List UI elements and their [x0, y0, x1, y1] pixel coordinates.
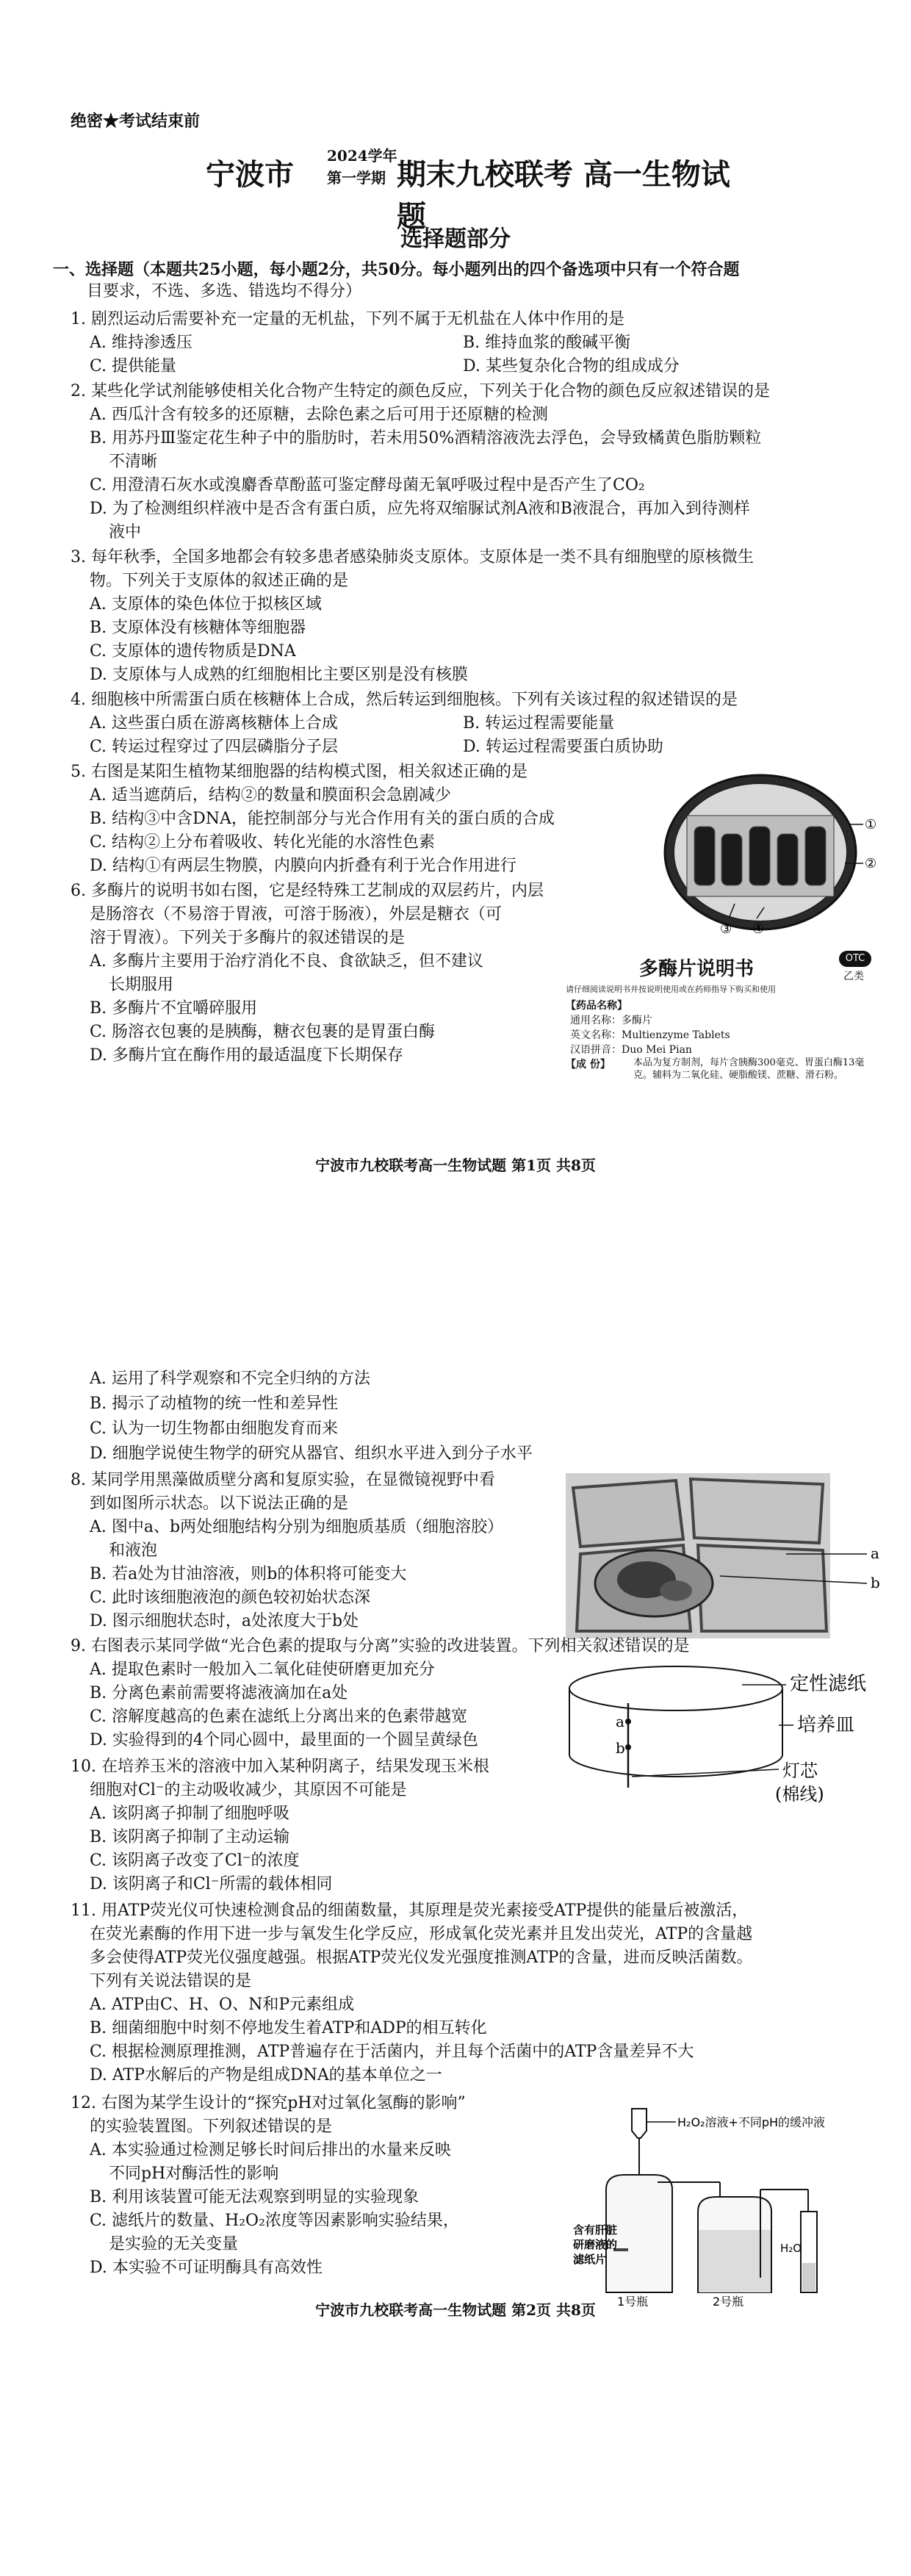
micrograph-image — [566, 1473, 889, 1638]
label-a: a — [871, 1544, 879, 1562]
q12-option-c-cont: 是实验的无关变量 — [109, 2235, 239, 2253]
title-year: 2024学年 — [327, 147, 397, 165]
q8-option-d[interactable]: D. 图示细胞状态时，a处浓度大于b处 — [90, 1612, 359, 1630]
q5-option-b[interactable]: B. 结构③中含DNA，能控制部分与光合作用有关的蛋白质的合成 — [90, 810, 555, 828]
label-h2o2: H₂O₂溶液+不同pH的缓冲液 — [677, 2115, 826, 2129]
q2-option-b-cont: 不清晰 — [109, 453, 158, 471]
q5-stem: 5. 右图是某阳生植物某细胞器的结构模式图，相关叙述正确的是 — [71, 763, 527, 781]
q8-option-a[interactable]: A. 图中a、b两处细胞结构分别为细胞质基质（细胞溶胶） — [90, 1518, 504, 1536]
q8-option-c[interactable]: C. 此时该细胞液泡的颜色较初始状态深 — [90, 1589, 371, 1607]
footer-page2: 宁波市九校联考高一生物试题 第2页 共8页 — [315, 2301, 596, 2319]
q4-option-b[interactable]: B. 转运过程需要能量 — [463, 714, 615, 733]
q6-stem-cont2: 溶于胃液）。下列关于多酶片的叙述错误的是 — [90, 929, 406, 947]
otc-class: 乙类 — [843, 971, 864, 982]
label-b: b — [871, 1574, 880, 1591]
leaflet-warning: 请仔细阅读说明书并按说明使用或在药师指导下购买和使用 — [566, 985, 776, 994]
q6-option-a-cont: 长期服用 — [109, 976, 174, 994]
leaflet-title: 多酶片说明书 — [639, 958, 755, 980]
title-semester: 第一学期 — [327, 169, 386, 187]
q11-stem-cont1: 在荧光素酶的作用下进一步与氧发生化学反应，形成氧化荧光素并且发出荧光，ATP的含量越 — [90, 1925, 753, 1943]
q10-stem: 10. 在培养玉米的溶液中加入某种阴离子，结果发现玉米根 — [71, 1757, 489, 1776]
q8-stem-cont: 到如图所示状态。以下说法正确的是 — [90, 1494, 349, 1513]
leaflet-drug-header: 【药品名称】 — [566, 1000, 627, 1012]
q3-option-b[interactable]: B. 支原体没有核糖体等细胞器 — [90, 619, 306, 637]
q12-option-a[interactable]: A. 本实验通过检测足够长时间后排出的水量来反映 — [90, 2141, 451, 2159]
petri-dish-diagram — [558, 1659, 889, 1824]
label-4: ④ — [752, 921, 765, 937]
label-2: ② — [865, 856, 877, 871]
section-title: 选择题部分 — [400, 226, 511, 252]
q9-option-a[interactable]: A. 提取色素时一般加入二氧化硅使研磨更加充分 — [90, 1661, 435, 1679]
q10-option-c[interactable]: C. 该阴离子改变了Cl⁻的浓度 — [90, 1852, 300, 1870]
q1-option-c[interactable]: C. 提供能量 — [90, 357, 177, 375]
q7-option-d[interactable]: D. 细胞学说使生物学的研究从器官、组织水平进入到分子水平 — [90, 1444, 533, 1463]
label-filter-paper: 定性滤纸 — [790, 1673, 867, 1695]
q12-option-c[interactable]: C. 滤纸片的数量、H₂O₂浓度等因素影响实验结果， — [90, 2212, 459, 2230]
leaflet-figure — [566, 949, 882, 1096]
q3-stem: 3. 每年秋季，全国多地都会有较多患者感染肺炎支原体。支原体是一类不具有细胞壁的原核微生 — [71, 548, 754, 566]
q2-option-b[interactable]: B. 用苏丹Ⅲ鉴定花生种子中的脂肪时，若未用50%酒精溶液洗去浮色，会导致橘黄色脂肪颗粒 — [90, 429, 762, 447]
q9-option-d[interactable]: D. 实验得到的4个同心圆中，最里面的一个圆呈黄绿色 — [90, 1731, 478, 1749]
q6-option-d[interactable]: D. 多酶片宜在酶作用的最适温度下长期保存 — [90, 1046, 403, 1065]
q10-option-b[interactable]: B. 该阴离子抑制了主动运输 — [90, 1828, 290, 1846]
apparatus-diagram — [573, 2101, 889, 2307]
q7-option-c[interactable]: C. 认为一切生物都由细胞发育而来 — [90, 1420, 339, 1438]
q4-stem: 4. 细胞核中所需蛋白质在核糖体上合成，然后转运到细胞核。下列有关该过程的叙述错误的是 — [71, 691, 738, 709]
page-2 — [0, 1367, 911, 2576]
q6-stem-cont1: 是肠溶衣（不易溶于胃液，可溶于肠液），外层是糖衣（可 — [90, 905, 503, 924]
label-bottle2: 2号瓶 — [713, 2295, 744, 2307]
q1-option-b[interactable]: B. 维持血浆的酸碱平衡 — [463, 334, 631, 352]
page-gap — [0, 1212, 911, 1367]
q2-option-d[interactable]: D. 为了检测组织样液中是否含有蛋白质，应先将双缩脲试剂A液和B液混合，再加入到待测样 — [90, 500, 750, 518]
label-petri-dish: 培养皿 — [797, 1714, 855, 1736]
petri-dish-figure — [558, 1659, 889, 1824]
q1-option-d[interactable]: D. 某些复杂化合物的组成成分 — [463, 357, 680, 375]
label-paper2: 研磨液的 — [573, 2238, 618, 2251]
q12-option-b[interactable]: B. 利用该装置可能无法观察到明显的实验现象 — [90, 2188, 420, 2206]
q8-option-b[interactable]: B. 若a处为甘油溶液，则b的体积将可能变大 — [90, 1565, 407, 1583]
q1-stem: 1. 剧烈运动后需要补充一定量的无机盐，下列不属于无机盐在人体中作用的是 — [71, 310, 624, 328]
title-main: 期末九校联考 高一生物试题 — [397, 157, 730, 234]
q12-option-d[interactable]: D. 本实验不可证明酶具有高效性 — [90, 2259, 323, 2277]
q11-option-b[interactable]: B. 细菌细胞中时刻不停地发生着ATP和ADP的相互转化 — [90, 2019, 487, 2037]
q4-option-a[interactable]: A. 这些蛋白质在游离核糖体上合成 — [90, 714, 338, 733]
label-a: a — [616, 1713, 624, 1730]
q11-stem-cont3: 下列有关说法错误的是 — [90, 1972, 252, 1990]
chloroplast-diagram — [661, 764, 882, 940]
q10-option-d[interactable]: D. 该阴离子和Cl⁻所需的载体相同 — [90, 1875, 333, 1893]
q6-option-c[interactable]: C. 肠溶衣包裹的是胰酶，糖衣包裹的是胃蛋白酶 — [90, 1023, 436, 1041]
q10-stem-cont: 细胞对Cl⁻的主动吸收减少，其原因不可能是 — [90, 1781, 407, 1799]
title-city: 宁波市 — [206, 157, 294, 192]
q11-stem: 11. 用ATP荧光仪可快速检测食品的细菌数量，其原理是荧光素接受ATP提供的能量后被激活， — [71, 1902, 749, 1920]
q8-option-a-cont: 和液泡 — [109, 1541, 158, 1560]
q3-option-c[interactable]: C. 支原体的遗传物质是DNA — [90, 642, 296, 661]
q3-option-a[interactable]: A. 支原体的染色体位于拟核区域 — [90, 595, 322, 614]
q1-option-a[interactable]: A. 维持渗透压 — [90, 334, 192, 352]
label-wick: 灯芯 — [782, 1760, 818, 1781]
q5-option-c[interactable]: C. 结构②上分布着吸收、转化光能的水溶性色素 — [90, 833, 436, 852]
otc-badge: OTC — [839, 951, 871, 967]
exam-title — [176, 144, 735, 234]
label-1: ① — [865, 817, 877, 832]
q12-option-a-cont: 不同pH对酶活性的影响 — [109, 2165, 279, 2183]
q8-stem: 8. 某同学用黑藻做质壁分离和复原实验，在显微镜视野中看 — [71, 1471, 495, 1489]
q11-option-c[interactable]: C. 根据检测原理推测，ATP普遍存在于活菌内，并且每个活菌中的ATP含量差异不大 — [90, 2043, 694, 2061]
q5-option-d[interactable]: D. 结构①有两层生物膜，内膜向内折叠有利于光合作用进行 — [90, 857, 516, 875]
instructions-line2: 目要求，不选、多选、错选均不得分） — [87, 282, 362, 301]
label-cotton: (棉线) — [775, 1784, 824, 1805]
q6-option-a[interactable]: A. 多酶片主要用于治疗消化不良、食欲缺乏，但不建议 — [90, 952, 483, 971]
q2-option-a[interactable]: A. 西瓜汁含有较多的还原糖，去除色素之后可用于还原糖的检测 — [90, 406, 548, 424]
leaflet-english: 英文名称：Multienzyme Tablets — [570, 1029, 730, 1041]
q11-stem-cont2: 多会使得ATP荧光仪强度越强。根据ATP荧光仪发光强度推测ATP的含量，进而反映活菌数。 — [90, 1949, 753, 1967]
q11-option-a[interactable]: A. ATP由C、H、O、N和P元素组成 — [90, 1996, 355, 2014]
q9-stem: 9. 右图表示某同学做“光合色素的提取与分离”实验的改进装置。下列相关叙述错误的是 — [71, 1637, 690, 1655]
label-paper1: 含有肝脏 — [573, 2223, 618, 2237]
label-paper3: 滤纸片 — [573, 2253, 607, 2266]
label-b: b — [616, 1739, 625, 1757]
q11-option-d[interactable]: D. ATP水解后的产物是组成DNA的基本单位之一 — [90, 2066, 442, 2084]
q9-option-c[interactable]: C. 溶解度越高的色素在滤纸上分离出来的色素带越宽 — [90, 1708, 468, 1726]
q2-stem: 2. 某些化学试剂能够使相关化合物产生特定的颜色反应，下列关于化合物的颜色反应叙述错误的是 — [71, 382, 770, 400]
footer-page1: 宁波市九校联考高一生物试题 第1页 共8页 — [315, 1156, 596, 1174]
apparatus-figure — [573, 2101, 889, 2307]
q7-option-b[interactable]: B. 揭示了动植物的统一性和差异性 — [90, 1395, 339, 1413]
secret-label: 绝密★考试结束前 — [71, 112, 201, 131]
micrograph-figure — [566, 1473, 889, 1638]
q2-option-d-cont: 液中 — [109, 523, 142, 542]
q10-option-a[interactable]: A. 该阴离子抑制了细胞呼吸 — [90, 1805, 289, 1823]
chloroplast-figure — [661, 764, 882, 940]
q6-stem: 6. 多酶片的说明书如右图，它是经特殊工艺制成的双层药片，内层 — [71, 882, 544, 900]
q7-option-a[interactable]: A. 运用了科学观察和不完全归纳的方法 — [90, 1370, 370, 1388]
q4-option-c[interactable]: C. 转运过程穿过了四层磷脂分子层 — [90, 738, 339, 756]
q9-option-b[interactable]: B. 分离色素前需要将滤液滴加在a处 — [90, 1684, 348, 1702]
q4-option-d[interactable]: D. 转运过程需要蛋白质协助 — [463, 738, 663, 756]
leaflet-pinyin: 汉语拼音：Duo Mei Pian — [570, 1044, 692, 1056]
label-water: H₂O — [780, 2242, 802, 2255]
q6-option-b[interactable]: B. 多酶片不宜嚼碎服用 — [90, 999, 258, 1018]
instructions-line1: 一、选择题（本题共25小题，每小题2分，共50分。每小题列出的四个备选项中只有一个符合题 — [53, 260, 740, 279]
q5-option-a[interactable]: A. 适当遮荫后，结构②的数量和膜面积会急剧减少 — [90, 786, 451, 805]
leaflet-composition: 本品为复方制剂，每片含胰酶300毫克、胃蛋白酶13毫克。辅料为二氧化硅、硬脂酸镁、蔗糖、滑石粉。 — [633, 1057, 865, 1081]
label-3: ③ — [720, 921, 732, 937]
q3-option-d[interactable]: D. 支原体与人成熟的红细胞相比主要区别是没有核膜 — [90, 666, 468, 684]
page-1 — [0, 0, 911, 1212]
q3-stem-cont: 物。下列关于支原体的叙述正确的是 — [90, 572, 349, 590]
label-bottle1: 1号瓶 — [617, 2295, 649, 2307]
q12-stem-cont: 的实验装置图。下列叙述错误的是 — [90, 2118, 333, 2136]
q2-option-c[interactable]: C. 用澄清石灰水或溴麝香草酚蓝可鉴定酵母菌无氧呼吸过程中是否产生了CO₂ — [90, 476, 645, 494]
leaflet-generic: 通用名称：多酶片 — [570, 1015, 652, 1026]
q12-stem: 12. 右图为某学生设计的“探究pH对过氧化氢酶的影响” — [71, 2094, 466, 2112]
leaflet-composition-header: 【成 份】 — [566, 1059, 611, 1071]
